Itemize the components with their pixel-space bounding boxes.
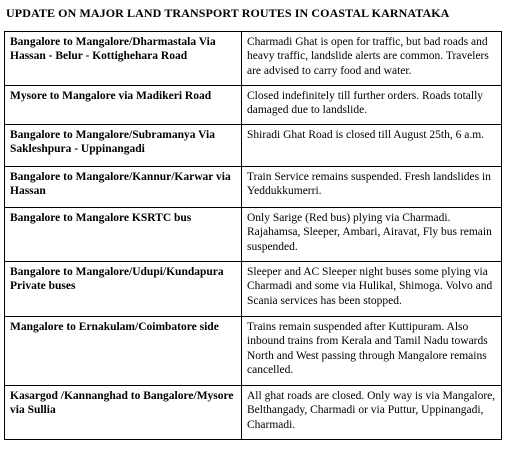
route-cell: Bangalore to Mangalore/Udupi/Kundapura Private buses [5, 262, 242, 317]
status-cell: Charmadi Ghat is open for traffic, but bad roads and heavy traffic, landslide alerts are common. Travelers are advised to carry food and water. [242, 32, 502, 86]
route-cell: Bangalore to Mangalore/Kannur/Karwar via Hassan [5, 167, 242, 208]
route-cell: Bangalore to Mangalore/Subramanya Via Sakleshpura - Uppinangadi [5, 125, 242, 167]
status-cell: Only Sarige (Red bus) plying via Charmadi. Rajahamsa, Sleeper, Ambari, Airavat, Fly bus remain suspended. [242, 208, 502, 262]
table-row [5, 167, 502, 208]
route-cell: Bangalore to Mangalore/Dharmastala Via Hassan - Belur - Kottighehara Road [5, 32, 242, 86]
route-cell: Mangalore to Ernakulam/Coimbatore side [5, 317, 242, 386]
routes-table [4, 31, 502, 440]
status-cell: Trains remain suspended after Kuttipuram. Also inbound trains from Kerala and Tamil Nadu towards North and West passing through Mangalore remains cancelled. [242, 317, 502, 386]
route-cell: Kasargod /Kannanghad to Bangalore/Mysore via Sullia [5, 386, 242, 440]
table-row [5, 317, 502, 386]
table-row [5, 208, 502, 262]
table-row [5, 86, 502, 125]
page-title: UPDATE ON MAJOR LAND TRANSPORT ROUTES IN COASTAL KARNATAKA [6, 6, 450, 20]
status-cell: Closed indefinitely till further orders. Roads totally damaged due to landslide. [242, 86, 502, 125]
table-row [5, 262, 502, 317]
route-cell: Mysore to Mangalore via Madikeri Road [5, 86, 242, 125]
status-cell: Train Service remains suspended. Fresh landslides in Yeddukkumerri. [242, 167, 502, 208]
table-row [5, 125, 502, 167]
status-cell: Shiradi Ghat Road is closed till August 25th, 6 a.m. [242, 125, 502, 167]
route-cell: Bangalore to Mangalore KSRTC bus [5, 208, 242, 262]
table-row [5, 386, 502, 440]
table-row [5, 32, 502, 86]
status-cell: Sleeper and AC Sleeper night buses some plying via Charmadi and some via Hulikal, Shimoga. Volvo and Scania services has been stopped. [242, 262, 502, 317]
status-cell: All ghat roads are closed. Only way is via Mangalore, Belthangady, Charmadi or via Puttur, Uppinangadi, Charmadi. [242, 386, 502, 440]
